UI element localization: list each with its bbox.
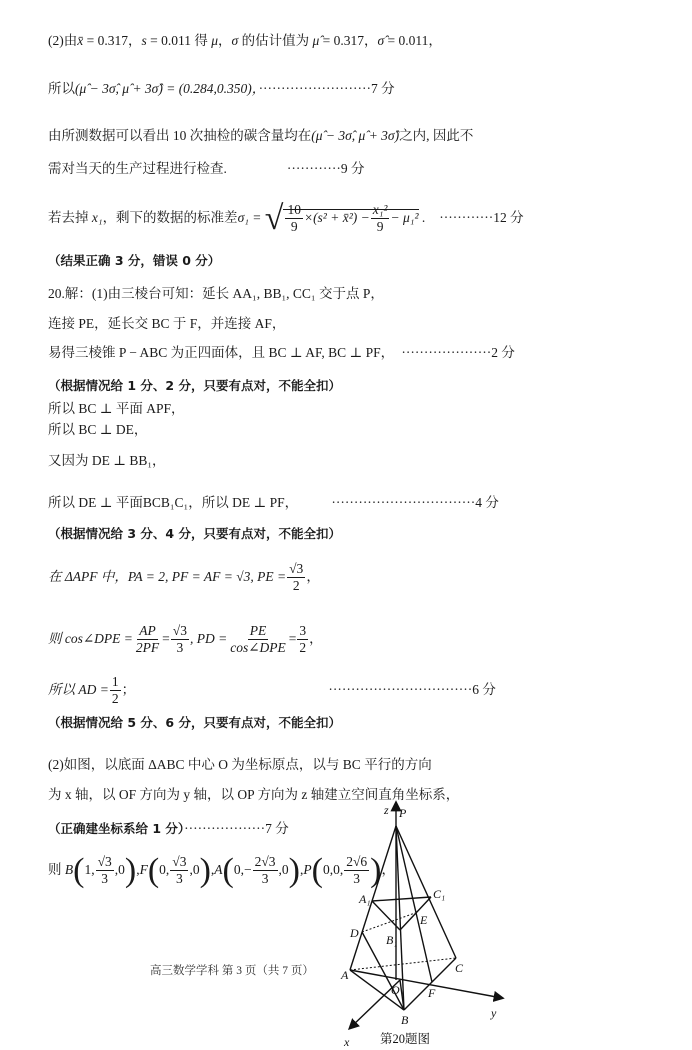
paren: ): [370, 851, 382, 889]
q20-part2-line-2: 为 x 轴，以 OF 方向为 y 轴，以 OP 方向为 z 轴建立空间直角坐标系，: [48, 787, 460, 802]
label-P: P: [399, 806, 407, 820]
q20-line-6: 又因为 DE ⊥ BB₁，: [48, 453, 166, 468]
text: 的估计值为: [238, 33, 313, 48]
page-footer: 高三数学学科 第 3 页（共 7 页）: [150, 965, 314, 977]
q20-line-5: 所以 BC ⊥ DE，: [48, 422, 148, 437]
text: 需对当天的生产过程进行检查.: [48, 161, 227, 176]
math: μ̂: [312, 33, 320, 48]
text: 由所测数据可以看出 10 次抽检的碳含量均在: [48, 128, 312, 143]
numerator: AP: [139, 623, 156, 639]
q20-line-3: 易得三棱锥 P − ABC 为正四面体，且 BC ⊥ AF, BC ⊥ PF，: [48, 345, 388, 360]
text: = 0.317，: [83, 33, 142, 48]
text: 0,−: [233, 862, 252, 877]
text: ,0: [114, 862, 125, 877]
label-C1: C₁: [433, 887, 446, 901]
text: ，: [306, 569, 320, 584]
denominator: 2: [111, 691, 119, 707]
denominator: 3: [176, 640, 184, 656]
text: ,0: [189, 862, 200, 877]
q20-line-4: 所以 BC ⊥ 平面 APF，: [48, 401, 185, 416]
denominator: 2: [292, 578, 300, 594]
coordinates-line: 则 B(1, $\frac{√3}{3}$ ,0),F(0, $\frac{√3}{3}$ ,0),A(0,− $\frac{2√3}{3}$ ,0),P(0,0, $\frac{2√6}{3}$ )，: [48, 851, 395, 889]
math: (μ̂ − 3σ̂, μ̂ + 3σ̂): [311, 128, 400, 143]
edge-AC-hidden: [350, 958, 456, 970]
denominator: 3: [261, 871, 269, 887]
label-x: x: [344, 1035, 350, 1049]
score-marker: ··················7 分: [184, 821, 289, 836]
math: σ: [231, 33, 239, 48]
grading-note: （结果正确 3 分，错误 0 分）: [48, 253, 221, 268]
denominator: 2PF: [135, 640, 160, 656]
paren: ): [288, 851, 300, 889]
edge-BC: [404, 958, 456, 1010]
score-marker: ································6 分: [328, 682, 496, 697]
text: ,0: [278, 862, 289, 877]
math: 所以 AD =: [48, 682, 109, 697]
denominator: 9: [376, 219, 384, 235]
label-D: D: [350, 926, 359, 940]
text: 所以: [48, 81, 75, 96]
label-E: E: [420, 913, 428, 927]
score-marker: ············12 分: [439, 210, 524, 225]
text: = 0.011 得: [146, 33, 212, 48]
q20-line-7: 所以 DE ⊥ 平面BCB₁C₁，所以 DE ⊥ PF，: [48, 495, 292, 510]
math: 在 ΔAPF 中，PA = 2, PF = AF = √3, PE =: [48, 569, 287, 584]
paren: ): [199, 851, 211, 889]
numerator: 3: [299, 623, 307, 639]
edge-A1C1: [372, 897, 431, 901]
edge-PA: [350, 826, 396, 970]
text: 之内, 因此不: [399, 128, 474, 143]
label-B1: B₁: [386, 933, 398, 947]
q20-line-2: 连接 PE，延长交 BC 于 F，并连接 AF，: [48, 316, 286, 331]
q20-line-1: 20.解：(1)由三棱台可知：延长 AA₁, BB₁, CC₁ 交于点 P，: [48, 286, 384, 301]
text: =: [288, 631, 297, 646]
numerator: √3: [172, 854, 187, 870]
score-marker: ············9 分: [286, 161, 365, 176]
denominator: 2: [299, 640, 307, 656]
sqrt-sign: √: [264, 199, 284, 237]
point-name: A: [214, 862, 223, 877]
numerator: √3: [97, 854, 112, 870]
text: 1,: [84, 862, 95, 877]
text: 0,0,: [322, 862, 344, 877]
paren: (: [73, 851, 85, 889]
paren: ): [124, 851, 137, 889]
numerator: x₁²: [372, 202, 388, 218]
math: σ̂: [377, 33, 385, 48]
label-C: C: [455, 961, 464, 975]
label-A1: A₁: [359, 892, 371, 906]
math: , PD =: [189, 631, 228, 646]
denominator: cos∠DPE: [230, 640, 286, 656]
text: =: [162, 631, 170, 646]
text: 0,: [159, 862, 170, 877]
text: .: [418, 210, 426, 225]
denominator: 3: [175, 871, 183, 887]
text: ；: [121, 682, 129, 697]
point-name: P: [303, 862, 312, 877]
math: x₁: [91, 210, 103, 225]
text: ，: [218, 33, 232, 48]
edge-DB: [362, 932, 404, 1010]
label-B: B: [401, 1013, 409, 1027]
text: = 0.011，: [384, 33, 442, 48]
grading-note: （根据情况给 5 分、6 分，只要有点对，不能全扣）: [48, 715, 341, 730]
math: σ₁ =: [237, 210, 262, 225]
label-y: y: [491, 1006, 497, 1020]
grading-note: （正确建坐标系给 1 分）: [48, 821, 185, 836]
math: − μ₁²: [390, 210, 419, 225]
math: μ: [211, 33, 219, 48]
edge-PC: [396, 826, 456, 958]
numerator: 2√6: [346, 854, 368, 870]
label-O: O: [391, 983, 400, 997]
text: 若去掉: [48, 210, 92, 225]
text: ，: [309, 631, 323, 646]
label-z: z: [384, 803, 389, 817]
point-name: B: [64, 862, 74, 877]
numerator: PE: [249, 623, 267, 639]
math: ×(s² + x̄²) −: [303, 210, 370, 225]
numerator: √3: [172, 623, 187, 639]
denominator: 3: [353, 871, 361, 887]
denominator: 3: [101, 871, 109, 887]
denominator: 9: [290, 219, 298, 235]
text: (2)由: [48, 33, 78, 48]
numerator: √3: [289, 561, 304, 577]
numerator: 2√3: [254, 854, 276, 870]
y-axis: [350, 970, 502, 998]
text: ，: [381, 862, 395, 877]
paren: (: [147, 851, 160, 889]
paren: (: [311, 851, 323, 889]
text: 则: [48, 862, 62, 877]
numerator: 10: [287, 202, 301, 218]
paren: (: [222, 851, 234, 889]
text: = 0.317，: [319, 33, 378, 48]
label-A: A: [341, 968, 349, 982]
grading-note: （根据情况给 3 分、4 分，只要有点对，不能全扣）: [48, 526, 341, 541]
score-marker: ·························7 分: [258, 81, 395, 96]
score-marker: ································4 分: [331, 495, 499, 510]
figure-caption: 第20题图: [380, 1032, 431, 1046]
math: 则 cos∠DPE =: [48, 631, 133, 646]
numerator: 1: [111, 674, 119, 690]
score-marker: ····················2 分: [401, 345, 515, 360]
grading-note: （根据情况给 1 分、2 分，只要有点对，不能全扣）: [48, 378, 341, 393]
math: (μ̂ − 3σ̂, μ̂ + 3σ̂) = (0.284,0.350)，: [75, 81, 259, 96]
text: ，剩下的数据的标准差: [102, 210, 238, 225]
math: x̄: [77, 33, 84, 48]
label-F: F: [428, 986, 436, 1000]
math: s: [141, 33, 147, 48]
point-name: F: [139, 862, 148, 877]
q20-part2-line-1: (2)如图，以底面 ΔABC 中心 O 为坐标原点，以与 BC 平行的方向: [48, 757, 432, 772]
